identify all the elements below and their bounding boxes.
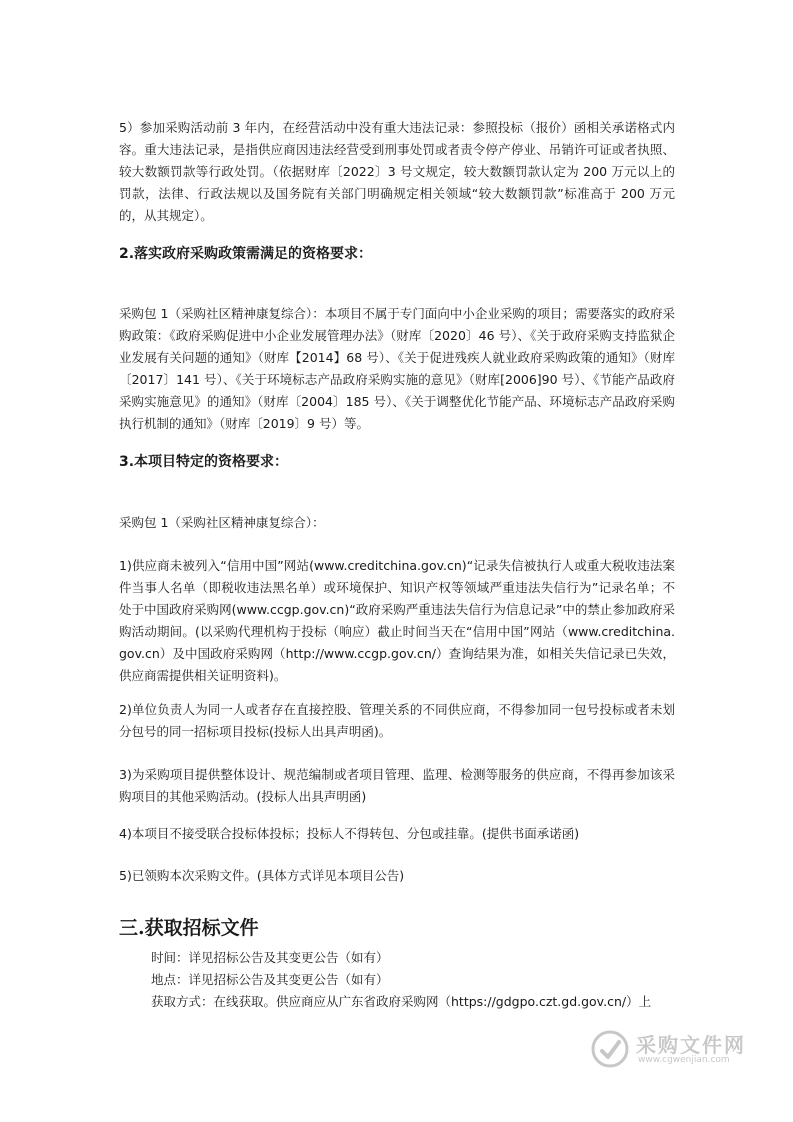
paragraph-item-5: 5）参加采购活动前 3 年内，在经营活动中没有重大违法记录：参照投标（报价）函相关承诺格式内容。重大违法记录，是指供应商因违法经营受到刑事处罚或者责令停产停业、吊销许可证或者执照、较大数额罚款等行政处罚。（依据财库〔2022〕3 号文规定，较大数额罚款认定为 200 万元以上的罚款，法律、行政法规以及国务院有关部门明确规定相关领域“较大数额罚款”标准高于 200 万元的，从其规定）。 bbox=[119, 120, 675, 223]
heading-specific-requirements: 3.本项目特定的资格要求： bbox=[119, 454, 289, 470]
watermark-title: 采购文件网 bbox=[636, 1033, 746, 1057]
paragraph-requirement-1: 1)供应商未被列入“信用中国”网站(www.creditchina.gov.cn)“记录失信被执行人或重大税收违法案件当事人名单（即税收违法黑名单）或环境保护、知识产权等领域严重违法失信行为”记录名单；不处于中国政府采购网(www.ccgp.gov.cn)“政府采购严重违法失信行为信息记录”中的禁止参加政府采购活动期间。(以采购代理机构于投标（响应）截止时间当天在“信用中国”网站（www.creditchina.gov.cn）及中国政府采购网（http://www.ccgp.gov.cn/）查询结果为准，如相关失信记录已失效，供应商需提供相关证明资料)。 bbox=[119, 558, 675, 683]
paragraph-requirement-4: 4)本项目不接受联合投标体投标；投标人不得转包、分包或挂靠。(提供书面承诺函) bbox=[119, 826, 580, 841]
heading-obtain-documents: 三.获取招标文件 bbox=[119, 917, 259, 939]
line-place: 地点：详见招标公告及其变更公告（如有） bbox=[151, 972, 389, 987]
paragraph-package: 采购包 1（采购社区精神康复综合）： bbox=[119, 515, 325, 530]
paragraph-requirement-3: 3)为采购项目提供整体设计、规范编制或者项目管理、监理、检测等服务的供应商，不得再参加该采购项目的其他采购活动。(投标人出具声明函) bbox=[119, 767, 675, 804]
paragraph-policy: 采购包 1（采购社区精神康复综合）：本项目不属于专门面向中小企业采购的项目；需要落实的政府采购政策：《政府采购促进中小企业发展管理办法》（财库〔2020〕46 号）、《关于政府采购支持监狱企业发展有关问题的通知》（财库【2014】68 号）、《关于促进残疾人就业政府采购政策的通知》（财库〔2017〕141 号）、《关于环境标志产品政府采购实施的意见》（财库[2006]90 号）、《节能产品政府采购实施意见》的通知》（财库〔2004〕185 号）、《关于调整优化节能产品、环境标志产品政府采购执行机制的通知》（财库〔2019〕9 号）等。 bbox=[119, 306, 675, 431]
line-method: 获取方式：在线获取。供应商应从广东省政府采购网（https://gdgpo.czt.gd.gov.cn/）上 bbox=[151, 994, 652, 1009]
watermark-url: www.cgwenjian.com bbox=[638, 1055, 730, 1065]
line-time: 时间：详见招标公告及其变更公告（如有） bbox=[151, 950, 389, 965]
paragraph-requirement-5: 5)已领购本次采购文件。(具体方式详见本项目公告) bbox=[119, 868, 405, 883]
watermark bbox=[590, 1027, 760, 1075]
watermark-logo-icon bbox=[590, 1029, 630, 1069]
heading-policy-requirements: 2.落实政府采购政策需满足的资格要求： bbox=[119, 246, 373, 262]
paragraph-requirement-2: 2)单位负责人为同一人或者存在直接控股、管理关系的不同供应商，不得参加同一包号投标或者未划分包号的同一招标项目投标(投标人出具声明函)。 bbox=[119, 702, 675, 739]
